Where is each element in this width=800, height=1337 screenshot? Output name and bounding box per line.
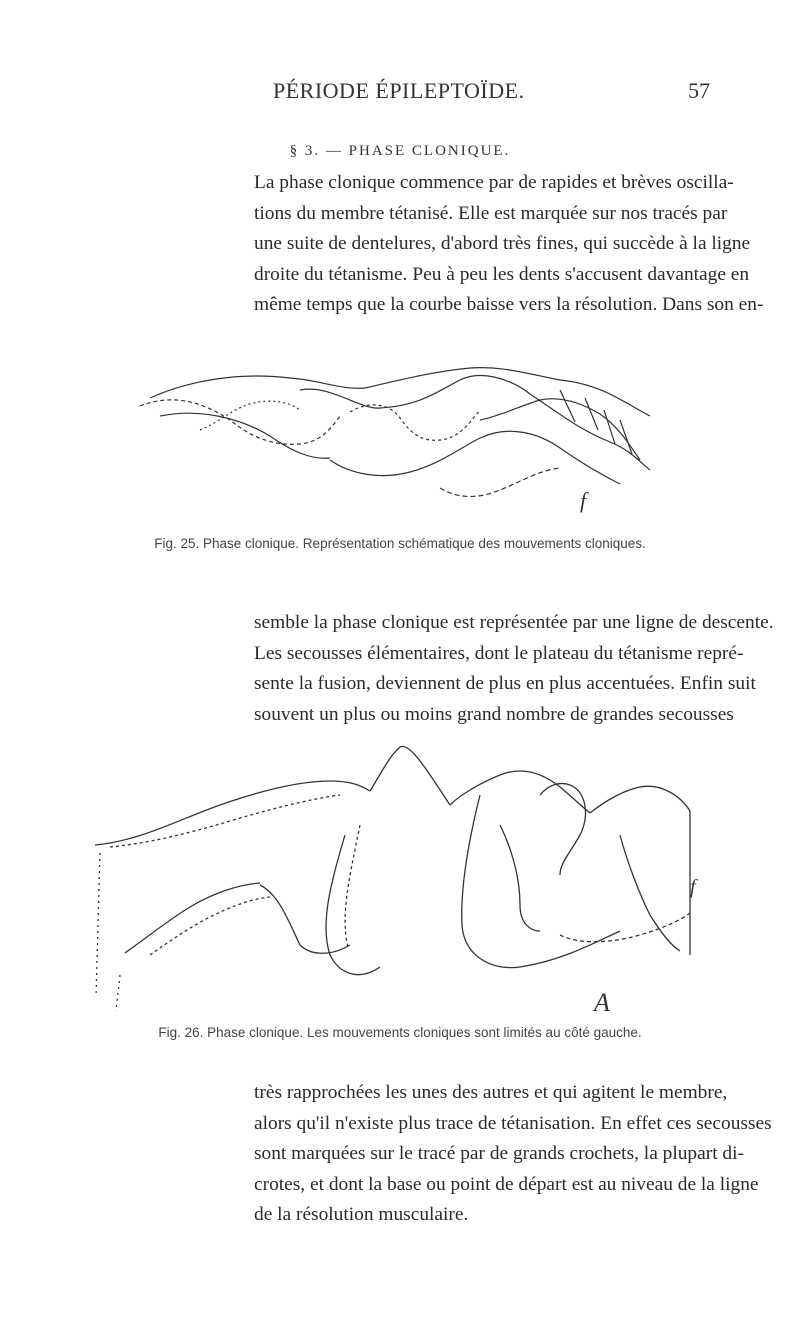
text-line: une suite de dentelures, d'abord très fines, qui succède à la ligne [254,233,751,254]
figure-25-caption: Fig. 25. Phase clonique. Représentation schématique des mouvements cloniques. [154,536,646,551]
text-line: de la résolution musculaire. [254,1204,469,1225]
text-line: sont marquées sur le tracé par de grands crochets, la plupart di- [254,1143,744,1164]
text-line: alors qu'il n'existe plus trace de tétanisation. En effet ces secousses [254,1112,772,1134]
figure-26-drawing [0,735,800,1025]
text-line: souvent un plus ou moins grand nombre de grandes secousses [254,703,734,725]
text-line: très rapprochées les unes des autres et qui agitent le membre, [254,1082,728,1103]
figure-26-caption: Fig. 26. Phase clonique. Les mouvements cloniques sont limités au côté gauche. [158,1025,642,1040]
text-line: même temps que la courbe baisse vers la résolution. Dans son en- [254,294,764,315]
text-line: Les secousses élémentaires, dont le plateau du tétanisme repré- [254,642,744,664]
figure-26-letter-a: A [594,988,610,1017]
text-line: tions du membre tétanisé. Elle est marquée sur nos tracés par [254,202,728,224]
text-line: droite du tétanisme. Peu à peu les dents s'accusent davantage en [254,263,750,285]
text-line: semble la phase clonique est représentée par une ligne de descente. [254,612,774,633]
paragraph-3 [254,1078,772,1231]
section-heading: § 3. — PHASE CLONIQUE. [289,143,511,159]
text-line: La phase clonique commence par de rapides et brèves oscilla- [254,172,734,193]
page-number: 57 [688,78,710,103]
paragraph-1 [254,168,764,321]
figure-25 [0,350,800,551]
text-line: sente la fusion, deviennent de plus en plus accentuées. Enfin suit [254,673,756,694]
figure-26-letter-f: f [690,876,696,898]
figure-25-drawing [0,350,800,530]
page-header [0,78,800,106]
running-title: PÉRIODE ÉPILEPTOÏDE. [273,78,525,103]
paragraph-2 [254,608,774,730]
figure-26 [0,735,800,1040]
text-line: crotes, et dont la base ou point de départ est au niveau de la ligne [254,1173,759,1195]
figure-25-letter: f [580,488,587,513]
